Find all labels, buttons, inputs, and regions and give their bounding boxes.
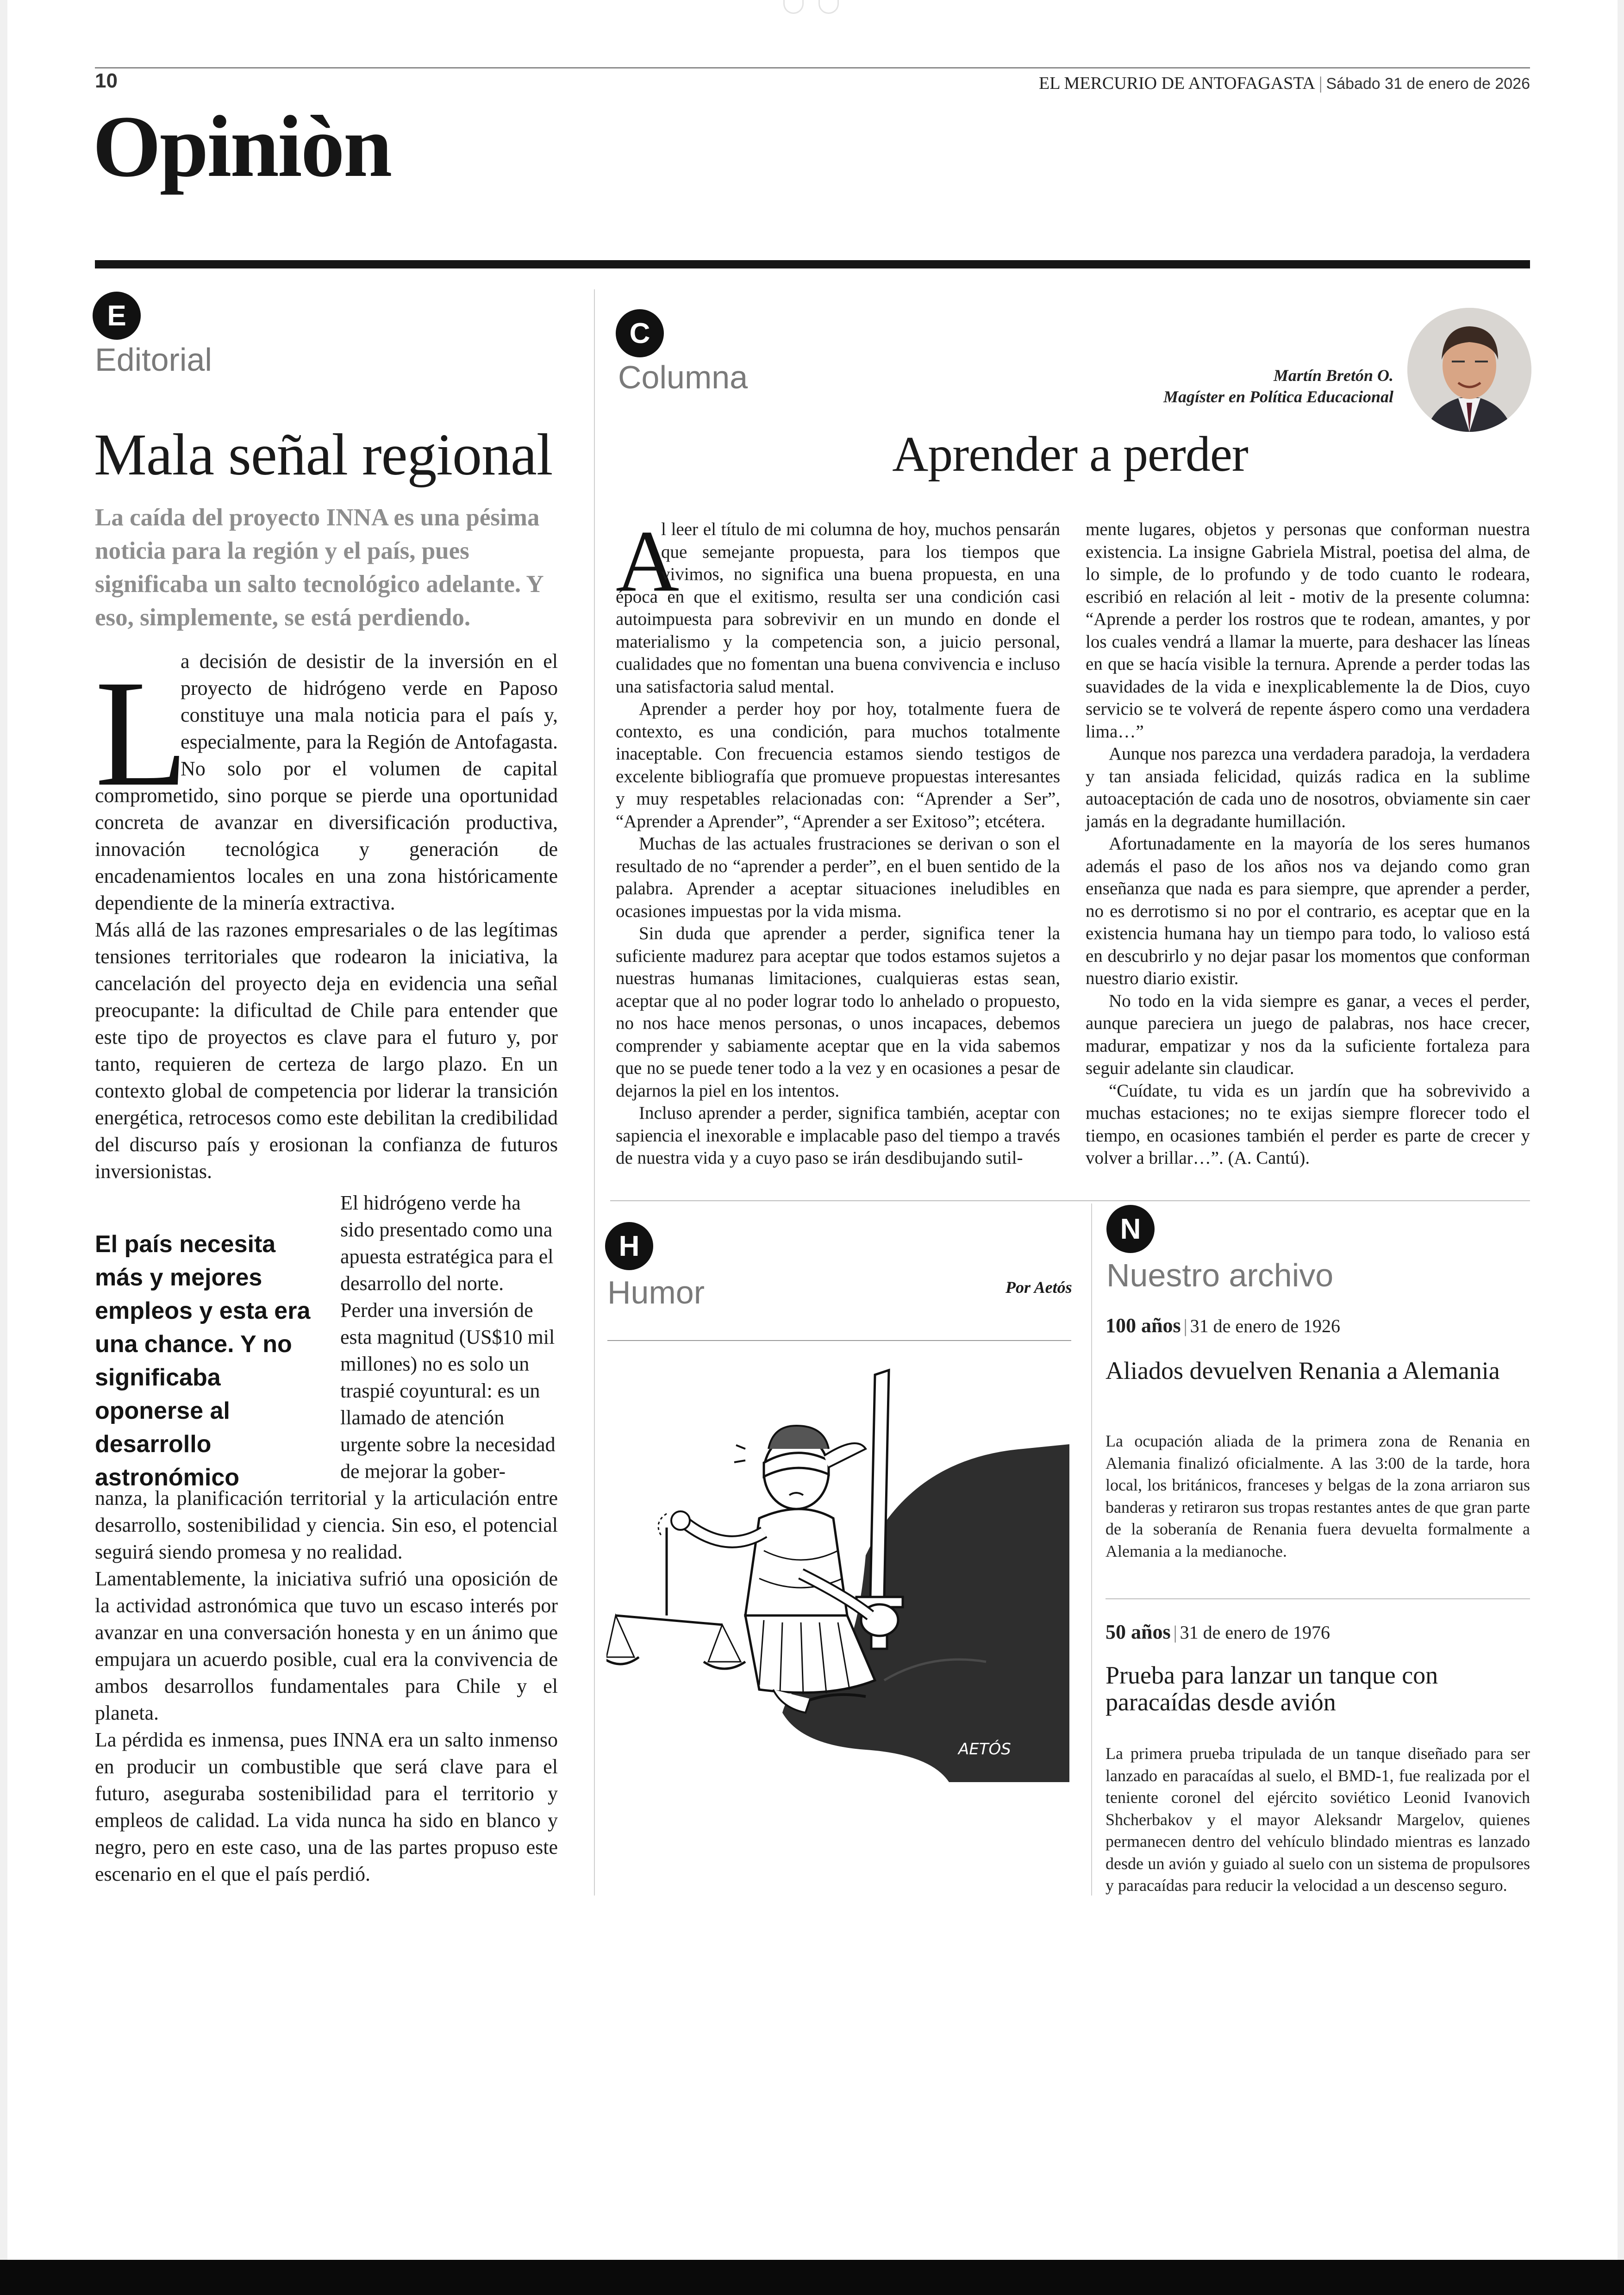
column-right-paragraph: “Cuídate, tu vida es un jardín que ha sobrevivido a muchas estaciones; no te exijas siempre florecer todo el tiempo, en ocasiones también el perder es parte de crecer y volver a brillar…”. (A. Cantú). <box>1086 1080 1530 1168</box>
column-kicker: Columna <box>618 359 748 395</box>
editorial-headline: Mala señal regional <box>94 422 553 487</box>
newspaper-name: EL MERCURIO DE ANTOFAGASTA <box>1038 74 1315 93</box>
editorial-paragraph-5: La pérdida es inmensa, pues INNA era un salto inmenso en producir un combustible que será clave para el futuro, aseguraba sostenibilidad para el territorio y empleos de calidad. La vida nunca ha sido en blanco y negro, pero en este caso, una de las partes propuso este escenario en el que el país perdió. <box>95 1728 558 1885</box>
archive-item-1-date: 31 de enero de 1926 <box>1190 1316 1340 1336</box>
author-name: Martín Bretón O. <box>1273 366 1393 385</box>
column-bottom-rule <box>610 1200 1530 1201</box>
archive-kicker: Nuestro archivo <box>1106 1257 1334 1293</box>
column-right-paragraph: Afortunadamente en la mayoría de los seres humanos además el paso de los años nos va dejando como gran enseñanza que nada es para siempre, que aprender a perder, no es derrotismo si no por el contrario, es aceptar que en la existencia humana hay un tiempo para todo, lo valioso está en descubrirlo y no dejar pasar los momentos que conforman nuestro diario existir. <box>1086 834 1530 988</box>
archive-item-2-dateline: 50 años | 31 de enero de 1976 <box>1106 1621 1330 1643</box>
humor-badge: H <box>605 1222 653 1270</box>
archive-badge: N <box>1106 1205 1155 1253</box>
column-left-paragraph: Muchas de las actuales frustraciones se derivan o son el resultado de no “aprender a perder”, en el buen sentido de la palabra. Aprender a aceptar situaciones ineludibles en ocasiones impuestas por la vida misma. <box>616 834 1060 921</box>
editorial-paragraph-1: a decisión de desistir de la inversión en el proyecto de hidrógeno verde en Paposo constituye una mala noticia para el país y, especialmente, para la Región de Antofagasta. No solo por el volumen de capital comprometido, sino porque se pierde una oportunidad concreta de avanzar en diversificación productiva, innovación tecnológica y generación de encadenamientos locales en una zona históricamente dependiente de la minería extractiva. <box>95 650 558 914</box>
archive-item-2-date: 31 de enero de 1976 <box>1180 1622 1330 1643</box>
column-left-paragraph: Incluso aprender a perder, significa también, aceptar con sapiencia el inexorable e implacable paso del tiempo a través de nuestra vida y a cuyo paso se irán desdibujando sutil- <box>616 1103 1060 1168</box>
column-left-paragraph: l leer el título de mi columna de hoy, muchos pensarán que semejante propuesta, para los tiempos que vivimos, no significa una buena propuesta, en una época en que el exitismo, resulta ser una condición casi autoimpuesta para sobrevivir en un mundo en donde el materialismo y la competencia son, a juicio personal, cualidades que no fomentan una buena convivencia e incluso una satisfactoria salud mental. <box>616 519 1060 697</box>
archive-item-2-title: Prueba para lanzar un tanque con paracaídas desde avión <box>1106 1661 1438 1716</box>
column-divider-right <box>1091 1204 1092 1896</box>
column-badge: C <box>616 309 664 357</box>
author-portrait-icon <box>1407 308 1531 432</box>
column-left-paragraph: Sin duda que aprender a perder, significa tener la suficiente madurez para aceptar que todos estamos sujetos a nuestras humanas limitaciones, cualquieras estas sean, aceptar que al no poder lograr todo lo anhelado o propuesto, no nos hace menos personas, o unos incapaces, debemos comprender y sabiamente aceptar que en la vida sabemos que no se puede tener todo a la vez y en ocasiones a pesar de dejarnos la piel en los intentos. <box>616 923 1060 1101</box>
column-headline: Aprender a perder <box>892 427 1248 482</box>
column-dropcap-spacer <box>616 518 661 583</box>
editorial-paragraph-3-rest: nanza, la planificación territorial y la articulación entre desarrollo, sostenibilidad y ciencia. Sin eso, el potencial seguirá siendo promesa y no realidad. <box>95 1487 558 1563</box>
editorial-badge: E <box>93 292 141 340</box>
section-title: Opiniòn <box>93 98 391 195</box>
cartoon-signature: AETÓS <box>958 1740 1011 1759</box>
dropcap-spacer <box>95 648 181 775</box>
column-right-paragraph: No todo en la vida siempre es ganar, a veces el perder, aunque pareciera un juego de palabras, nos hace crecer, madurar, empatizar y nos da la suficiente fortaleza para seguir adelante sin claudicar. <box>1086 991 1530 1078</box>
humor-kicker: Humor <box>607 1274 705 1310</box>
justice-cartoon-icon <box>606 1356 1074 1801</box>
masthead-line <box>1039 73 1530 94</box>
column-text-right <box>1086 518 1530 1170</box>
masthead-separator: | <box>1318 74 1323 93</box>
column-right-paragraph: mente lugares, objetos y personas que conforman nuestra existencia. La insigne Gabriela Mistral, poetisa del alma, de lo simple, de lo profundo y de todo cuanto le rodeara, escribió en relación al leit - motiv de la presente columna: “Aprende a perder los rostros que te rodean, amantes, y por los cuales vendrá a llamar la muerte, para deshacer las líneas en que se hacía visible la ternura. Aprende a perder todas las suavidades de la vida e inexplicablemente la de Dios, cuyo servicio se te volverá de repente áspero como una verdadera lima…” <box>1086 519 1530 742</box>
author-avatar <box>1407 308 1531 432</box>
editorial-paragraph-3-side: El hidrógeno verde ha sido presentado como una apuesta estratégica para el desarrollo del norte. Perder una inversión de esta magnitud (US$10 mil millones) no es solo un traspié coyuntural: es un llamado de atención urgente sobre la necesidad de mejorar la gober- <box>340 1191 556 1483</box>
editorial-paragraph-2: Más allá de las razones empresariales o de las legítimas tensiones territoriales que rodearon la iniciativa, la cancelación del proyecto deja en evidencia una señal preocupante: la dificultad de Chile para entender que este tipo de proyectos es clave para el futuro y, por tanto, requieren de certeza de largo plazo. En un contexto global de competencia por liderar la transición energética, retrocesos como este debilitan la credibilidad del discurso país y erosionan la confianza de futuros inversionistas. <box>95 918 558 1183</box>
viewer-next-icon[interactable] <box>818 0 839 14</box>
editorial-body-bottom <box>95 1485 558 1888</box>
page-edge-right <box>1618 0 1624 2260</box>
editorial-dropcap: L <box>95 649 188 818</box>
column-left-paragraph: Aprender a perder hoy por hoy, totalmente fuera de contexto, es una condición, para muchos totalmente inaceptable. Con frecuencia estamos siendo testigos de excelente bibliografía que promueve propuestas interesantes y muy respetables relacionadas con: “Aprender a Ser”, “Aprender a Aprender”, “Aprender a ser Exitoso”; etcétera. <box>616 699 1060 831</box>
archive-item-1-years: 100 años <box>1106 1314 1181 1337</box>
header-rule <box>95 67 1530 69</box>
editorial-paragraph-4: Lamentablemente, la iniciativa sufrió una oposición de la actividad astronómica que tuvo un escaso interés por avanzar en una conversación honesta y en un ánimo que empujara un acuerdo posible, cual era la convivencia de ambos desarrollos fundamentales para Chile y el planeta. <box>95 1567 558 1724</box>
column-author <box>1065 365 1393 407</box>
column-right-paragraph: Aunque nos parezca una verdadera paradoja, la verdadera y tan ansiada felicidad, quizás radica en la sublime autoaceptación de cada uno de nosotros, obviamente sin caer jamás en la degradante humillación. <box>1086 744 1530 831</box>
page-edge-left <box>0 0 7 2260</box>
archive-divider <box>1106 1598 1530 1599</box>
column-text-left <box>616 513 1060 1170</box>
editorial-kicker: Editorial <box>95 342 212 378</box>
page-number: 10 <box>95 69 118 92</box>
archive-item-1-dateline: 100 años | 31 de enero de 1926 <box>1106 1314 1340 1337</box>
viewer-bottom-bar <box>0 2260 1624 2295</box>
editorial-pull-quote: El país necesita más y mejores empleos y esta era una chance. Y no significaba oponerse al desarrollo astronómico <box>95 1231 311 1491</box>
column-dropcap: A <box>616 513 680 610</box>
column-divider-left <box>594 289 595 1896</box>
editorial-body-top <box>95 648 558 1185</box>
archive-item-1-title: Aliados devuelven Renania a Alemania <box>1106 1357 1500 1384</box>
humor-byline: Por Aetós <box>1006 1278 1072 1297</box>
edition-date: Sábado 31 de enero de 2026 <box>1326 75 1530 93</box>
section-rule <box>95 260 1530 268</box>
archive-item-2-years: 50 años <box>1106 1621 1171 1643</box>
humor-rule <box>607 1340 1071 1341</box>
viewer-prev-icon[interactable] <box>783 0 804 14</box>
archive-item-2-body: La primera prueba tripulada de un tanque diseñado para ser lanzado en paracaídas al suelo, el BMD-1, fue realizada por el teniente coronel del ejército soviético Leonid Ivanovich Shcherbakov y el mayor Aleksandr Margelov, quienes permanecen dentro del vehículo blindado mientras es lanzado desde un avión y guiado al suelo con un sistema de propulsores y paracaídas para reducir la velocidad a un descenso seguro. <box>1106 1744 1530 1895</box>
author-role: Magíster en Política Educacional <box>1163 387 1393 406</box>
humor-cartoon <box>606 1356 1074 1801</box>
editorial-deck: La caída del proyecto INNA es una pésima noticia para la región y el país, pues significaba un salto tecnológico adelante. Y eso, simplemente, se está perdiendo. <box>95 504 543 631</box>
archive-item-1-body: La ocupación aliada de la primera zona de Renania en Alemania finalizó oficialmente. A las 3:00 de la tarde, hora local, los británicos, franceses y belgas de la zona arriaron sus banderas y retiraron sus tropas restantes antes de que gran parte de la soberanía de Renania fuera devuelta formalmente a Alemania a la medianoche. <box>1106 1432 1530 1560</box>
